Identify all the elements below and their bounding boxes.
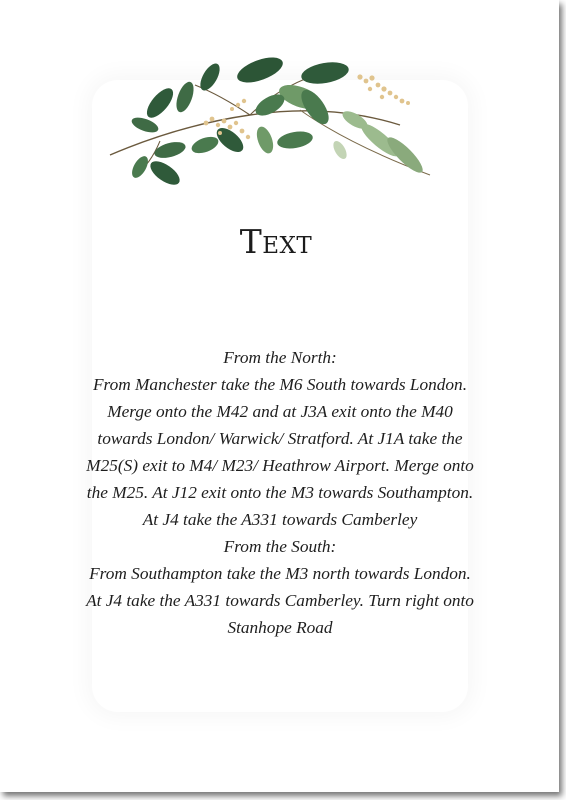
- text-line: the M25. At J12 exit onto the M3 towards Southampton.: [86, 483, 474, 502]
- directions-text: [60, 344, 500, 641]
- text-line: M25(S) exit to M4/ M23/ Heathrow Airport. Merge onto: [86, 456, 474, 475]
- page-title: Text: [239, 222, 313, 261]
- text-line: Stanhope Road: [227, 618, 333, 637]
- text-line: From Manchester take the M6 South towards London.: [92, 375, 468, 394]
- text-line: From Southampton take the M3 north towards London.: [89, 564, 471, 583]
- text-line: At J4 take the A331 towards Camberley. Turn right onto: [86, 591, 474, 610]
- text-line: At J4 take the A331 towards Camberley: [142, 510, 418, 529]
- text-line: towards London/ Warwick/ Stratford. At J1A take the: [97, 429, 463, 448]
- eucalyptus-wreath-icon: [100, 45, 445, 205]
- text-line: Merge onto the M42 and at J3A exit onto the M40: [107, 402, 453, 421]
- text-line: From the North:: [223, 348, 337, 367]
- text-line: From the South:: [223, 537, 337, 556]
